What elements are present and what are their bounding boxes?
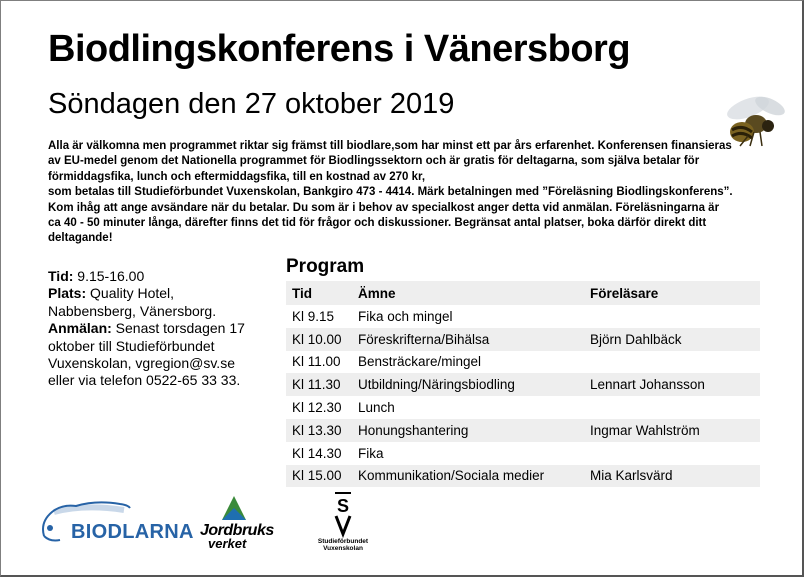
cell-amne: Fika — [358, 445, 384, 461]
cell-forelasare: Lennart Johansson — [590, 377, 705, 393]
column-header-forelasare: Föreläsare — [590, 285, 659, 301]
jordbruksverket-wordmark: Jordbruks — [200, 522, 274, 539]
info-anmalan: Anmälan: Senast torsdagen 17 — [48, 320, 245, 337]
table-row — [286, 328, 760, 351]
intro-text — [48, 139, 796, 247]
cell-tid: Kl 13.30 — [292, 422, 342, 438]
cell-tid: Kl 11.00 — [292, 354, 341, 370]
cell-forelasare — [584, 305, 760, 328]
cell-tid: Kl 10.00 — [292, 331, 342, 347]
info-anmalan-line: oktober till Studieförbundet — [48, 337, 215, 354]
sv-wordmark: Studieförbundet — [317, 538, 369, 545]
jordbruksverket-logo — [198, 492, 274, 552]
cell-amne: Utbildning/Näringsbiodling — [358, 377, 515, 393]
cell-amne: Bensträckare/mingel — [358, 354, 482, 370]
intro-line: av EU-medel genom det Nationella programmet för Biodlingssektorn och är gratis för deltagarna, som själva betalar för — [48, 155, 700, 168]
table-header-row — [286, 281, 760, 305]
intro-line: som betalas till Studieförbundet Vuxenskolan, Bankgiro 473 - 4414. Märk betalningen med ”Föreläsning Biodlingskonferens”. — [48, 186, 733, 199]
cell-amne: Föreskrifterna/Bihälsa — [358, 331, 490, 347]
cell-tid: Kl 9.15 — [292, 308, 335, 324]
cell-tid: Kl 12.30 — [292, 400, 342, 416]
program-heading: Program — [286, 256, 365, 277]
svg-text:S: S — [336, 496, 350, 516]
table-row — [286, 465, 760, 488]
info-anmalan-line: Vuxenskolan, vgregion@sv.se — [48, 355, 235, 372]
column-header-tid: Tid — [292, 285, 312, 301]
intro-line: ca 40 - 50 minuter långa, därefter finns det tid för frågor och diskussioner. Begränsat antal platser, boka därför direkt ditt — [48, 217, 707, 230]
cell-forelasare — [584, 351, 760, 374]
page-subtitle: Söndagen den 27 oktober 2019 — [48, 88, 455, 120]
info-tid: Tid: 9.15-16.00 — [48, 268, 145, 284]
column-header-amne: Ämne — [358, 285, 396, 301]
cell-forelasare — [584, 442, 760, 465]
intro-line: Kom ihåg att ange avsändare när du betalar. Du som är i behov av specialkost anger detta vid anmälan. Föreläsningarna är — [48, 201, 720, 214]
cell-amne: Lunch — [358, 400, 395, 416]
sv-emblem — [308, 490, 378, 538]
cell-tid: Kl 14.30 — [292, 445, 342, 461]
table-row — [286, 396, 760, 419]
info-plats: Plats: Quality Hotel, — [48, 285, 175, 302]
sv-wordmark-2: Vuxenskolan — [323, 545, 363, 552]
intro-line: Alla är välkomna men programmet riktar sig främst till biodlare,som har minst ett par års erfarenhet. Konferensen finansieras — [48, 140, 732, 152]
table-row — [286, 419, 760, 442]
cell-forelasare — [584, 396, 760, 419]
event-info — [48, 268, 268, 390]
page-title: Biodlingskonferens i Vänersborg — [48, 28, 631, 70]
cell-amne: Kommunikation/Sociala medier — [358, 468, 545, 484]
cell-amne: Fika och mingel — [358, 308, 453, 324]
info-plats-line2: Nabbensberg, Vänersborg. — [48, 302, 217, 319]
cell-forelasare: Mia Karlsvärd — [590, 468, 673, 484]
program-table — [286, 281, 760, 487]
biodlarna-logo — [38, 498, 194, 548]
cell-tid: Kl 11.30 — [292, 377, 341, 393]
jordbruksverket-wordmark-2: verket — [208, 536, 247, 551]
cell-forelasare: Björn Dahlbäck — [590, 331, 682, 347]
info-anmalan-line: eller via telefon 0522-65 33 33. — [48, 372, 241, 389]
intro-line: förmiddagsfika, lunch och eftermiddagsfika, till en kostnad av 270 kr, — [48, 170, 426, 183]
jordbruksverket-emblem — [198, 492, 274, 526]
table-row — [286, 442, 760, 465]
cell-amne: Honungshantering — [358, 422, 469, 438]
table-row — [286, 305, 760, 328]
table-row — [286, 373, 760, 396]
intro-line: deltagande! — [48, 232, 113, 245]
biodlarna-wordmark: BIODLARNA — [71, 521, 194, 543]
cell-forelasare: Ingmar Wahlström — [590, 422, 700, 438]
cell-tid: Kl 15.00 — [292, 468, 342, 484]
studieforbundet-logo — [308, 490, 378, 552]
table-row — [286, 351, 760, 374]
